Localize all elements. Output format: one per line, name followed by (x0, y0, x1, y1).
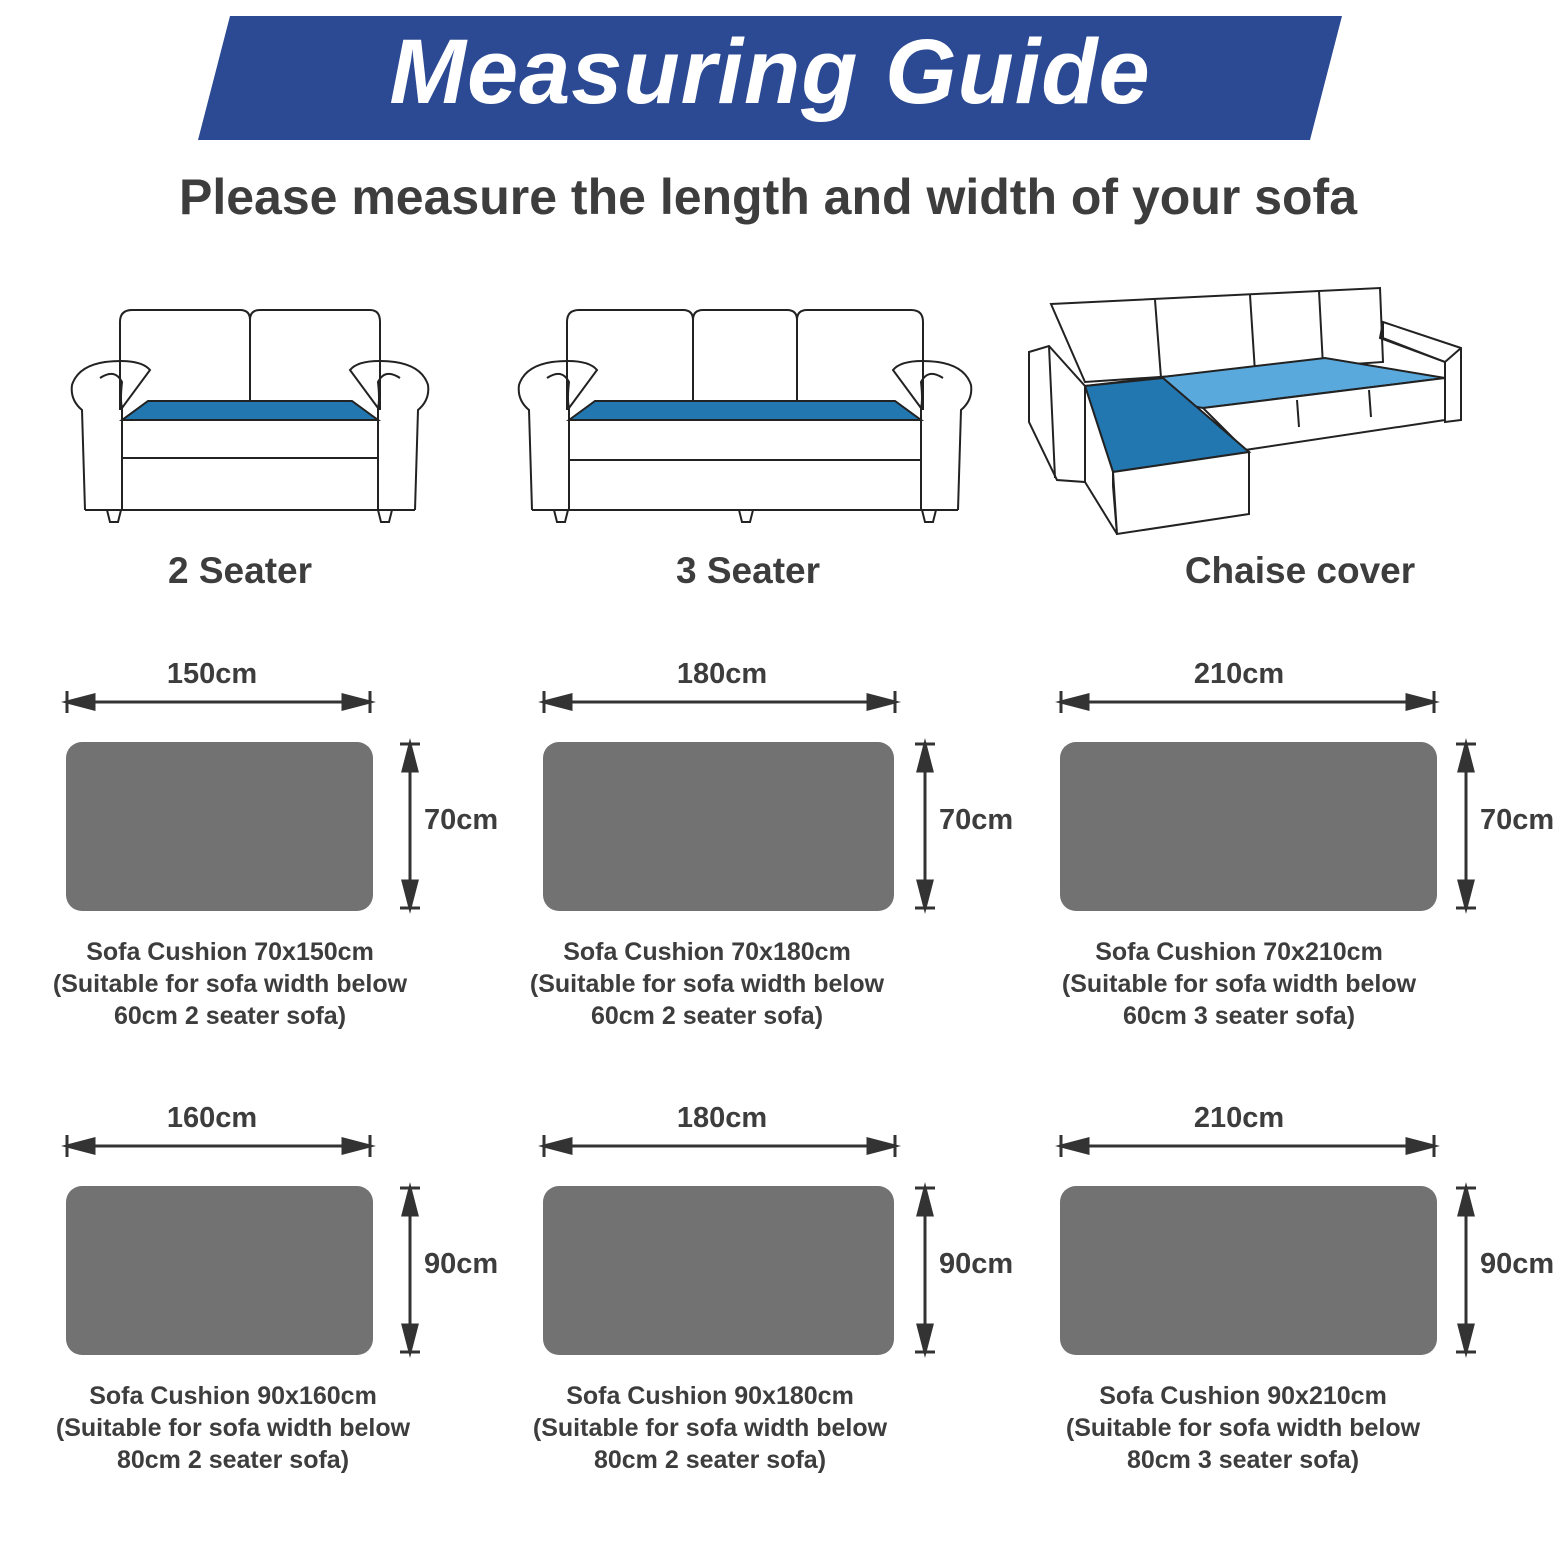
cushion-spec-2 (507, 658, 1027, 1098)
caption-line-1: Sofa Cushion 70x150cm (86, 938, 374, 966)
caption-line-3: 60cm 3 seater sofa) (1122, 1002, 1356, 1030)
sofa-label-chaise: Chaise cover (1184, 550, 1416, 591)
title-banner (198, 16, 1342, 140)
cushion-spec-1 (30, 658, 550, 1098)
height-label: 90cm (1480, 1248, 1555, 1280)
cushion-caption (10, 936, 450, 1032)
width-label: 150cm (166, 658, 258, 690)
caption-line-2: (Suitable for sofa width below (529, 970, 885, 998)
cushion-spec-6 (1024, 1102, 1564, 1542)
width-label: 210cm (1193, 658, 1285, 690)
cushion-caption (1023, 1380, 1463, 1476)
three-seater-seat-cushion (569, 401, 921, 420)
cushion-spec-3 (1024, 658, 1564, 1098)
caption-line-2: (Suitable for sofa width below (55, 1414, 411, 1442)
width-label: 160cm (166, 1102, 258, 1134)
caption-line-3: 60cm 2 seater sofa) (590, 1002, 824, 1030)
cushion-spec-5 (507, 1102, 1027, 1542)
page-title: Measuring Guide (389, 20, 1151, 123)
cushion-panel (1060, 1186, 1437, 1355)
cushion-panel (66, 1186, 373, 1355)
height-label: 70cm (1480, 804, 1555, 836)
cushion-caption (487, 936, 927, 1032)
width-label: 210cm (1193, 1102, 1285, 1134)
sofa-label-2-seater: 2 Seater (168, 550, 312, 591)
caption-line-1: Sofa Cushion 90x210cm (1099, 1382, 1387, 1410)
height-label: 90cm (939, 1248, 1014, 1280)
cushion-panel (66, 742, 373, 911)
caption-line-1: Sofa Cushion 70x210cm (1095, 938, 1383, 966)
cushion-caption (13, 1380, 453, 1476)
sofa-label-3-seater: 3 Seater (676, 550, 820, 591)
two-seater-sofa-illustration (60, 300, 440, 530)
caption-line-1: Sofa Cushion 90x180cm (566, 1382, 854, 1410)
caption-line-3: 80cm 2 seater sofa) (116, 1446, 350, 1474)
chaise-sofa-illustration (1025, 282, 1465, 542)
width-label: 180cm (676, 658, 768, 690)
three-seater-sofa-illustration (515, 300, 975, 530)
caption-line-3: 60cm 2 seater sofa) (113, 1002, 347, 1030)
caption-line-2: (Suitable for sofa width below (1061, 970, 1417, 998)
caption-line-2: (Suitable for sofa width below (532, 1414, 888, 1442)
height-label: 70cm (424, 804, 499, 836)
caption-line-2: (Suitable for sofa width below (1065, 1414, 1421, 1442)
cushion-caption (1019, 936, 1459, 1032)
caption-line-1: Sofa Cushion 90x160cm (89, 1382, 377, 1410)
cushion-panel (543, 742, 894, 911)
height-label: 90cm (424, 1248, 499, 1280)
cushion-panel (1060, 742, 1437, 911)
height-label: 70cm (939, 804, 1014, 836)
caption-line-1: Sofa Cushion 70x180cm (563, 938, 851, 966)
two-seater-seat-cushion (122, 401, 378, 420)
caption-line-3: 80cm 2 seater sofa) (593, 1446, 827, 1474)
cushion-panel (543, 1186, 894, 1355)
cushion-caption (490, 1380, 930, 1476)
cushion-spec-4 (30, 1102, 550, 1542)
subtitle: Please measure the length and width of your sofa (178, 169, 1358, 225)
caption-line-3: 80cm 3 seater sofa) (1126, 1446, 1360, 1474)
caption-line-2: (Suitable for sofa width below (52, 970, 408, 998)
width-label: 180cm (676, 1102, 768, 1134)
